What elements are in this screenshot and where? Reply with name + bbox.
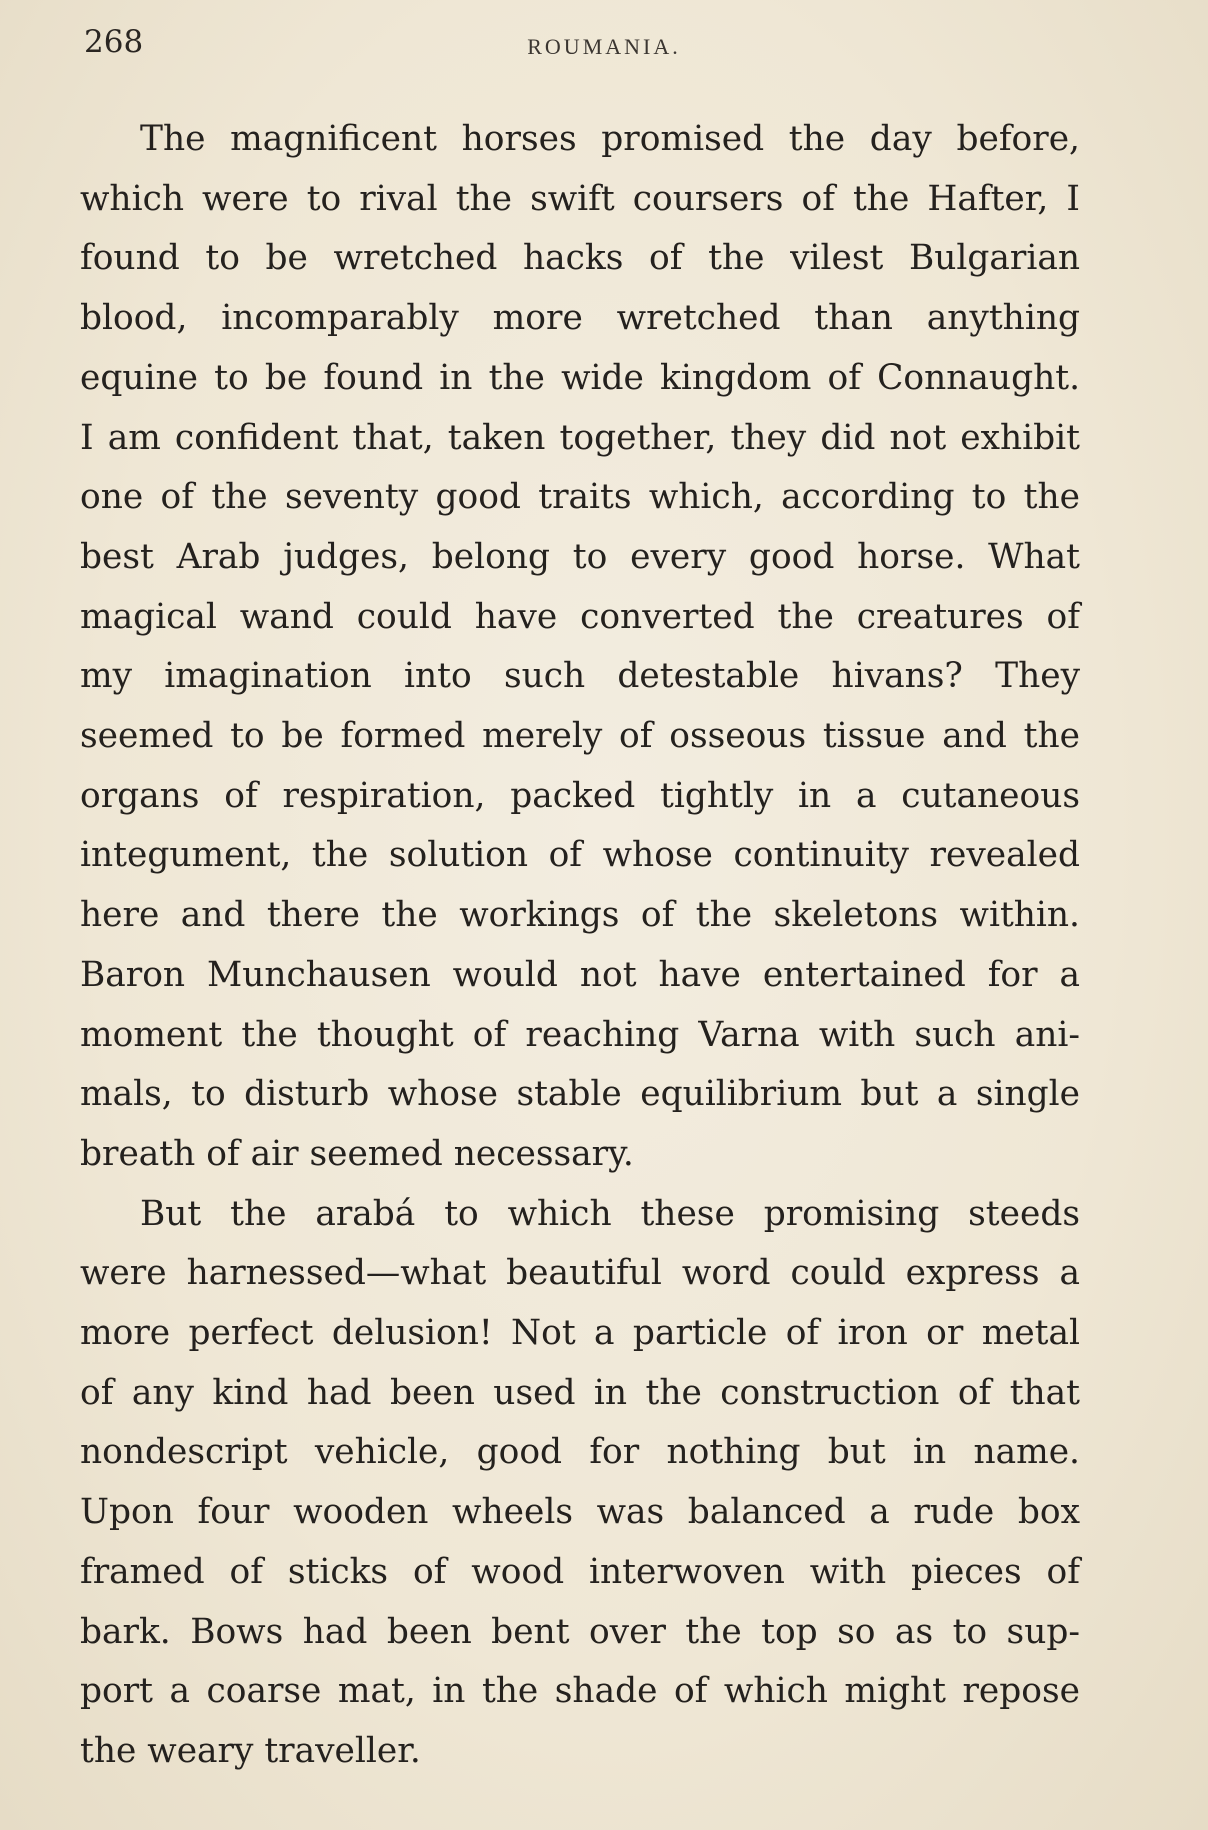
page-number: 268 (84, 24, 144, 60)
text-line: my imagination into such detestable hivans? They (80, 656, 1080, 697)
text-line: more perfect delusion! Not a particle of iron or metal (80, 1313, 1080, 1354)
text-line: one of the seventy good traits which, according to the (80, 477, 1080, 518)
text-line: The magnificent horses promised the day before, (140, 119, 1080, 159)
text-line: breath of air seemed necessary. (80, 1133, 634, 1174)
text-line: were harnessed—what beautiful word could express a (80, 1253, 1080, 1294)
text-line: found to be wretched hacks of the vilest Bulgarian (80, 238, 1080, 279)
paragraph-2 (80, 1185, 1080, 1782)
text-line: organs of respiration, packed tightly in a cutaneous (80, 775, 1080, 816)
text-line: equine to be found in the wide kingdom of Connaught. (80, 357, 1080, 398)
text-line: the weary traveller. (80, 1730, 421, 1771)
paragraph-1 (80, 110, 1080, 1185)
text-line: port a coarse mat, in the shade of which might repose (80, 1671, 1080, 1712)
text-line: seemed to be formed merely of osseous tissue and the (80, 716, 1080, 757)
text-line: magical wand could have converted the creatures of (80, 596, 1080, 637)
text-line: blood, incomparably more wretched than anything (80, 298, 1080, 339)
text-line: integument, the solution of whose continuity revealed (80, 835, 1080, 876)
text-line: Baron Munchausen would not have entertained for a (80, 954, 1080, 995)
text-line: I am confident that, taken together, they did not exhibit (80, 417, 1080, 458)
text-line: best Arab judges, belong to every good horse. What (80, 536, 1080, 577)
text-line: framed of sticks of wood interwoven with pieces of (80, 1551, 1080, 1592)
text-line: Upon four wooden wheels was balanced a rude box (80, 1492, 1080, 1533)
text-line: But the arabá to which these promising steeds (140, 1193, 1080, 1234)
text-line: bark. Bows had been bent over the top so as to sup- (80, 1611, 1080, 1652)
text-line: of any kind had been used in the construction of that (80, 1372, 1080, 1413)
text-line: mals, to disturb whose stable equilibrium but a single (80, 1074, 1080, 1115)
running-title: ROUMANIA. (527, 34, 681, 59)
text-line: nondescript vehicle, good for nothing but in name. (80, 1432, 1080, 1473)
body-text (80, 110, 1080, 1782)
text-line: here and there the workings of the skeletons within. (80, 895, 1080, 936)
text-line: which were to rival the swift coursers of the Hafter, I (80, 178, 1080, 219)
text-line: moment the thought of reaching Varna with such ani- (80, 1014, 1080, 1055)
page-header (80, 24, 1128, 74)
